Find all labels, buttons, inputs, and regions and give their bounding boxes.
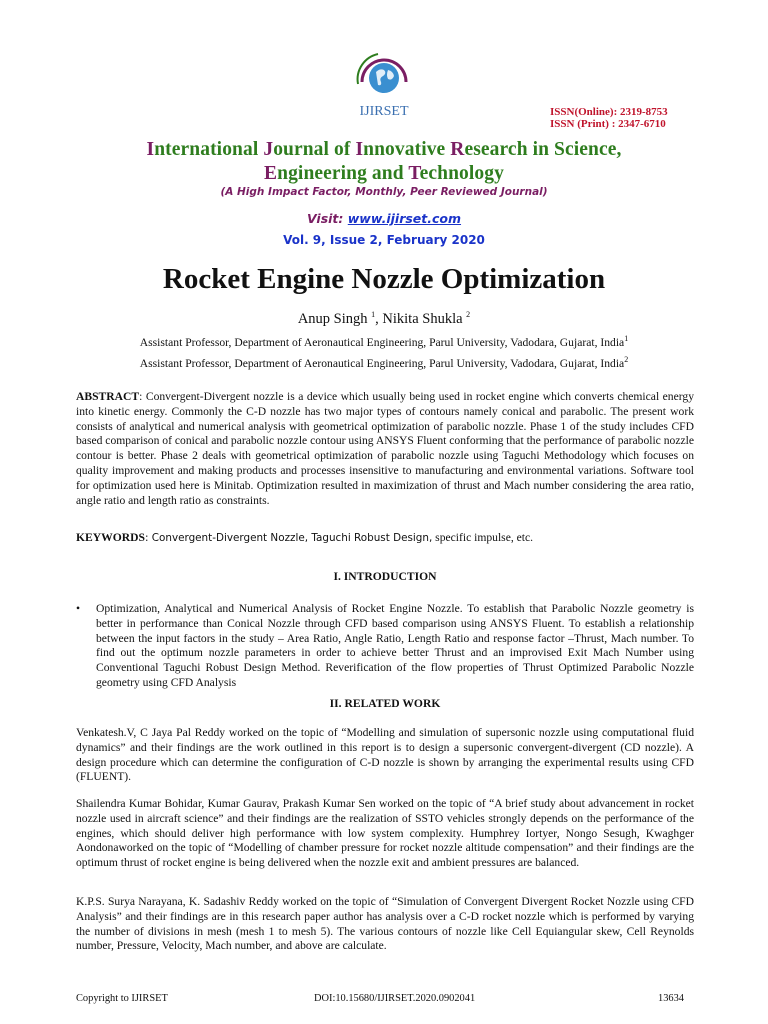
journal-title-cap: T [408, 163, 420, 184]
journal-subtitle: (A High Impact Factor, Monthly, Peer Reviewed Journal) [220, 186, 548, 198]
visit-line [60, 211, 708, 226]
journal-title-cap: J [263, 139, 274, 160]
affiliation-1 [40, 334, 728, 349]
journal-title-cap: I [146, 139, 155, 160]
related-paragraph-2: Shailendra Kumar Bohidar, Kumar Gaurav, Prakash Kumar Sen worked on the topic of “A brief study about advancement in rocket nozzle used in aircraft science” and their findings are the realization of SSTO vehicles strongly depends on the performance of the engines, which should deliver high performance with low system complexity. Humphrey Iortyer, Nongo Sesugh, Kwaghger Aondonaworked on the topic of “Modelling of chamber pressure for rocket nozzle altitude compensation” and their findings are the optimum thrust of rocket engine is being delivered when the nozzle exit and ambient pressures are balanced. [76, 797, 694, 870]
affiliation-superscript: 1 [624, 334, 629, 343]
section-heading-related-work: II. RELATED WORK [329, 697, 441, 710]
related-paragraph-3: K.P.S. Surya Narayana, K. Sadashiv Reddy worked on the topic of “Simulation of Convergent Divergent Rocket Nozzle using CFD Analysis” and their findings are in this research paper author has analysis over a C-D rocket nozzle which is performed by varying the number of divisions in mesh (mesh 1 to mesh 5). The various contours of nozzle like Cell Equiangular skew, Cell Reynolds number, Pressure, Velocity, Mach number, and above are calculate. [76, 895, 694, 953]
authors [40, 310, 728, 328]
keywords [76, 531, 694, 546]
journal-title-word: nternational [154, 139, 264, 160]
volume-issue: Vol. 9, Issue 2, February 2020 [283, 233, 485, 247]
journal-logo [348, 42, 420, 122]
affiliation-2 [40, 355, 728, 370]
journal-title-word: ngineering and [277, 163, 409, 184]
footer-page-number: 13634 [658, 993, 684, 1004]
section-heading-introduction: I. INTRODUCTION [333, 570, 437, 583]
affiliation-superscript: 2 [624, 355, 629, 364]
issn-print: ISSN (Print) : 2347-6710 [550, 118, 666, 130]
journal-title-word: esearch in Science, [464, 139, 622, 160]
keywords-label: KEYWORDS [76, 531, 145, 544]
related-paragraph-1: Venkatesh.V, C Jaya Pal Reddy worked on the topic of “Modelling and simulation of supersonic nozzle using computational fluid dynamics” and their findings are the work outlined in this report is to design a supersonic convergent-divergent (CD nozzle). A design procedure which can determine the configuration of C-D nozzle is shown by arranging the experimental results using CFD (FLUENT). [76, 726, 694, 784]
journal-title-word: ournal of [273, 139, 356, 160]
issn-online: ISSN(Online): 2319-8753 [550, 106, 668, 118]
journal-title-word: echnology [419, 163, 504, 184]
journal-title-line2 [60, 162, 708, 186]
intro-bullet-text: Optimization, Analytical and Numerical Analysis of Rocket Engine Nozzle. To establish that Parabolic Nozzle geometry is better in performance than Conical Nozzle through CFD based comparison using ANSYS Fluent. To establish a relationship between the input factors in the study – Area Ratio, Angle Ratio, Length Ratio and response factor –Thrust, Mach number. To find out the optimum nozzle parameters in order to achieve better Thrust and an improvised Exit Mach Number using Conventional Taguchi Robust Design Method. Reverification of the flow properties of Thrust Optimized Parabolic Nozzle geometry using CFD Analysis [96, 602, 694, 689]
footer-copyright: Copyright to IJIRSET [76, 993, 168, 1004]
author-name: Anup Singh [297, 310, 372, 327]
author-superscript: 1 [371, 310, 376, 319]
logo-text: IJIRSET [359, 104, 409, 119]
abstract-label: ABSTRACT [76, 390, 140, 403]
journal-title-cap: R [450, 139, 465, 160]
abstract [76, 390, 694, 508]
journal-website-link[interactable]: www.ijirset.com [347, 211, 462, 226]
keywords-list: : Convergent-Divergent Nozzle, Taguchi Robust Design, [144, 532, 433, 544]
author-superscript: 2 [466, 310, 471, 319]
journal-title-word: nnovative [363, 139, 451, 160]
paper-title: Rocket Engine Nozzle Optimization [162, 263, 606, 295]
affiliation-text: Assistant Professor, Department of Aeronautical Engineering, Parul University, Vadodara, Gujarat, India [139, 356, 625, 370]
visit-label: Visit: [306, 211, 348, 226]
keywords-rest: specific impulse, etc. [432, 531, 534, 544]
journal-title-line1 [60, 138, 708, 162]
bullet-icon: • [76, 602, 81, 615]
globe-icon [348, 42, 420, 122]
author-name: , Nikita Shukla [375, 310, 467, 327]
issn-block [550, 106, 668, 130]
affiliation-text: Assistant Professor, Department of Aeronautical Engineering, Parul University, Vadodara, Gujarat, India [139, 335, 625, 349]
journal-title-cap: E [264, 163, 278, 184]
footer-doi: DOI:10.15680/IJIRSET.2020.0902041 [314, 993, 476, 1004]
abstract-text: : Convergent-Divergent nozzle is a device which usually being used in rocket engine which converts chemical energy into kinetic energy. Commonly the C-D nozzle has two major types of contours namely conical and parabolic. The present work consists of analytical and numerical analysis with geometrical optimization of parabolic nozzle. Phase 1 of the study includes CFD based comparison of conical and parabolic nozzle contour using ANSYS Fluent conforming that the performance of parabolic nozzle contour is better. Phase 2 deals with geometrical optimization of parabolic nozzle using Taguchi Methodology which focuses on quality improvement and making products and processes insensitive to manufacturing and environmental variations. Software tool for optimization used here is Minitab. Optimization resulted in maximization of thrust and Mach number considering the area ratio, angle ratio and length ratio as constraints. [76, 390, 694, 507]
journal-title-cap: I [355, 139, 364, 160]
journal-title [60, 138, 708, 186]
